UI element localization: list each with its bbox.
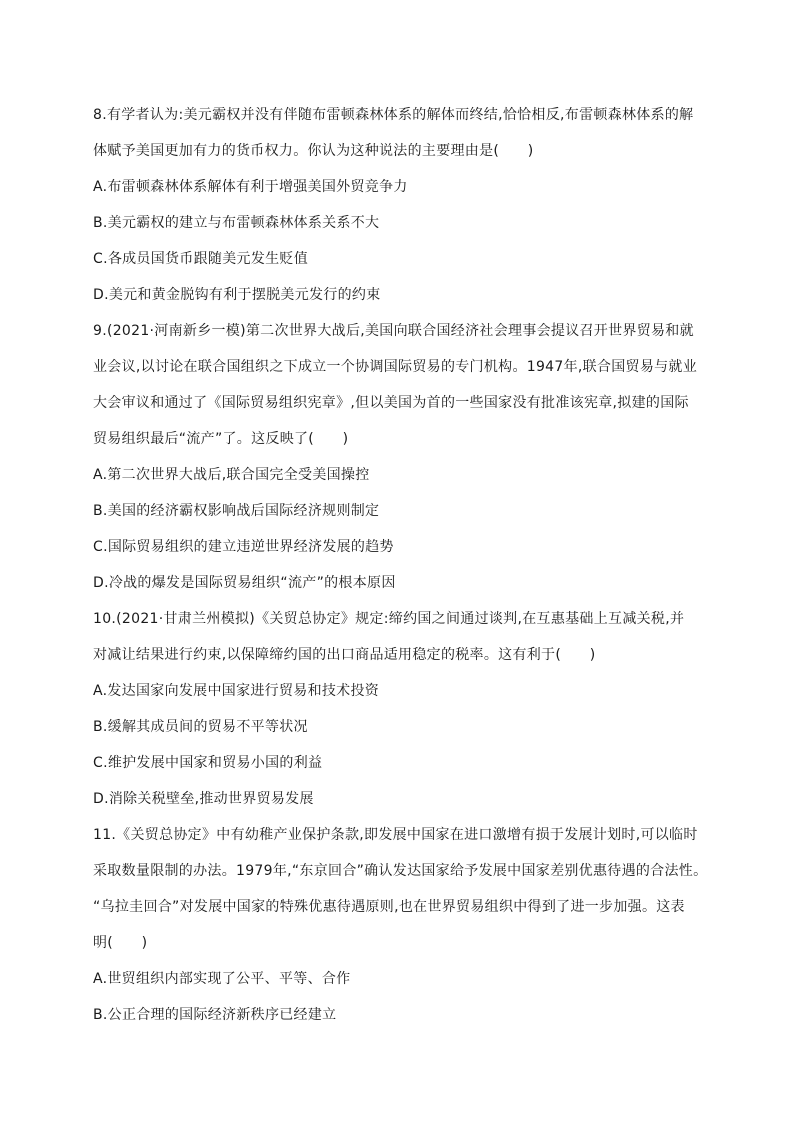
q10-option-b: B.缓解其成员间的贸易不平等状况 <box>93 719 308 735</box>
q9-option-d: D.冷战的爆发是国际贸易组织“流产”的根本原因 <box>93 575 396 591</box>
q8-option-b: B.美元霸权的建立与布雷顿森林体系关系不大 <box>93 215 380 231</box>
q11-option-a: A.世贸组织内部实现了公平、平等、合作 <box>93 971 351 987</box>
q11-stem-line-4: 明( ) <box>93 935 148 951</box>
q10-option-a: A.发达国家向发展中国家进行贸易和技术投资 <box>93 683 380 699</box>
q9-stem-line-1: 9.(2021·河南新乡一模)第二次世界大战后,美国向联合国经济社会理事会提议召开世界贸易和就 <box>93 323 694 339</box>
q10-option-d: D.消除关税壁垒,推动世界贸易发展 <box>93 791 314 807</box>
q8-option-c: C.各成员国货币跟随美元发生贬值 <box>93 251 309 267</box>
q8-option-d: D.美元和黄金脱钩有利于摆脱美元发行的约束 <box>93 287 381 303</box>
q10-stem-line-1: 10.(2021·甘肃兰州模拟)《关贸总协定》规定:缔约国之间通过谈判,在互惠基础上互减关税,并 <box>93 611 685 627</box>
q9-stem-line-3: 大会审议和通过了《国际贸易组织宪章》,但以美国为首的一些国家没有批准该宪章,拟建的国际 <box>93 395 689 411</box>
q11-option-b: B.公正合理的国际经济新秩序已经建立 <box>93 1007 337 1023</box>
q9-option-c: C.国际贸易组织的建立违逆世界经济发展的趋势 <box>93 539 394 555</box>
q10-option-c: C.维护发展中国家和贸易小国的利益 <box>93 755 323 771</box>
q11-stem-line-1: 11.《关贸总协定》中有幼稚产业保护条款,即发展中国家在进口激增有损于发展计划时,可以临时 <box>93 827 698 843</box>
q8-option-a: A.布雷顿森林体系解体有利于增强美国外贸竞争力 <box>93 179 408 195</box>
q9-option-a: A.第二次世界大战后,联合国完全受美国操控 <box>93 467 370 483</box>
q11-stem-line-2: 采取数量限制的办法。1979年,“东京回合”确认发达国家给予发展中国家差别优惠待遇的合法性。 <box>93 863 708 879</box>
q11-stem-line-3: “乌拉圭回合”对发展中国家的特殊优惠待遇原则,也在世界贸易组织中得到了进一步加强。这表 <box>93 899 685 915</box>
q8-stem-line-1: 8.有学者认为:美元霸权并没有伴随布雷顿森林体系的解体而终结,恰恰相反,布雷顿森林体系的解 <box>93 107 694 123</box>
q10-stem-line-2: 对减让结果进行约束,以保障缔约国的出口商品适用稳定的税率。这有利于( ) <box>93 647 596 663</box>
q8-stem-line-2: 体赋予美国更加有力的货币权力。你认为这种说法的主要理由是( ) <box>93 143 534 159</box>
q9-stem-line-4: 贸易组织最后“流产”了。这反映了( ) <box>93 431 349 447</box>
q9-stem-line-2: 业会议,以讨论在联合国组织之下成立一个协调国际贸易的专门机构。1947年,联合国贸易与就业 <box>93 359 698 375</box>
q9-option-b: B.美国的经济霸权影响战后国际经济规则制定 <box>93 503 380 519</box>
